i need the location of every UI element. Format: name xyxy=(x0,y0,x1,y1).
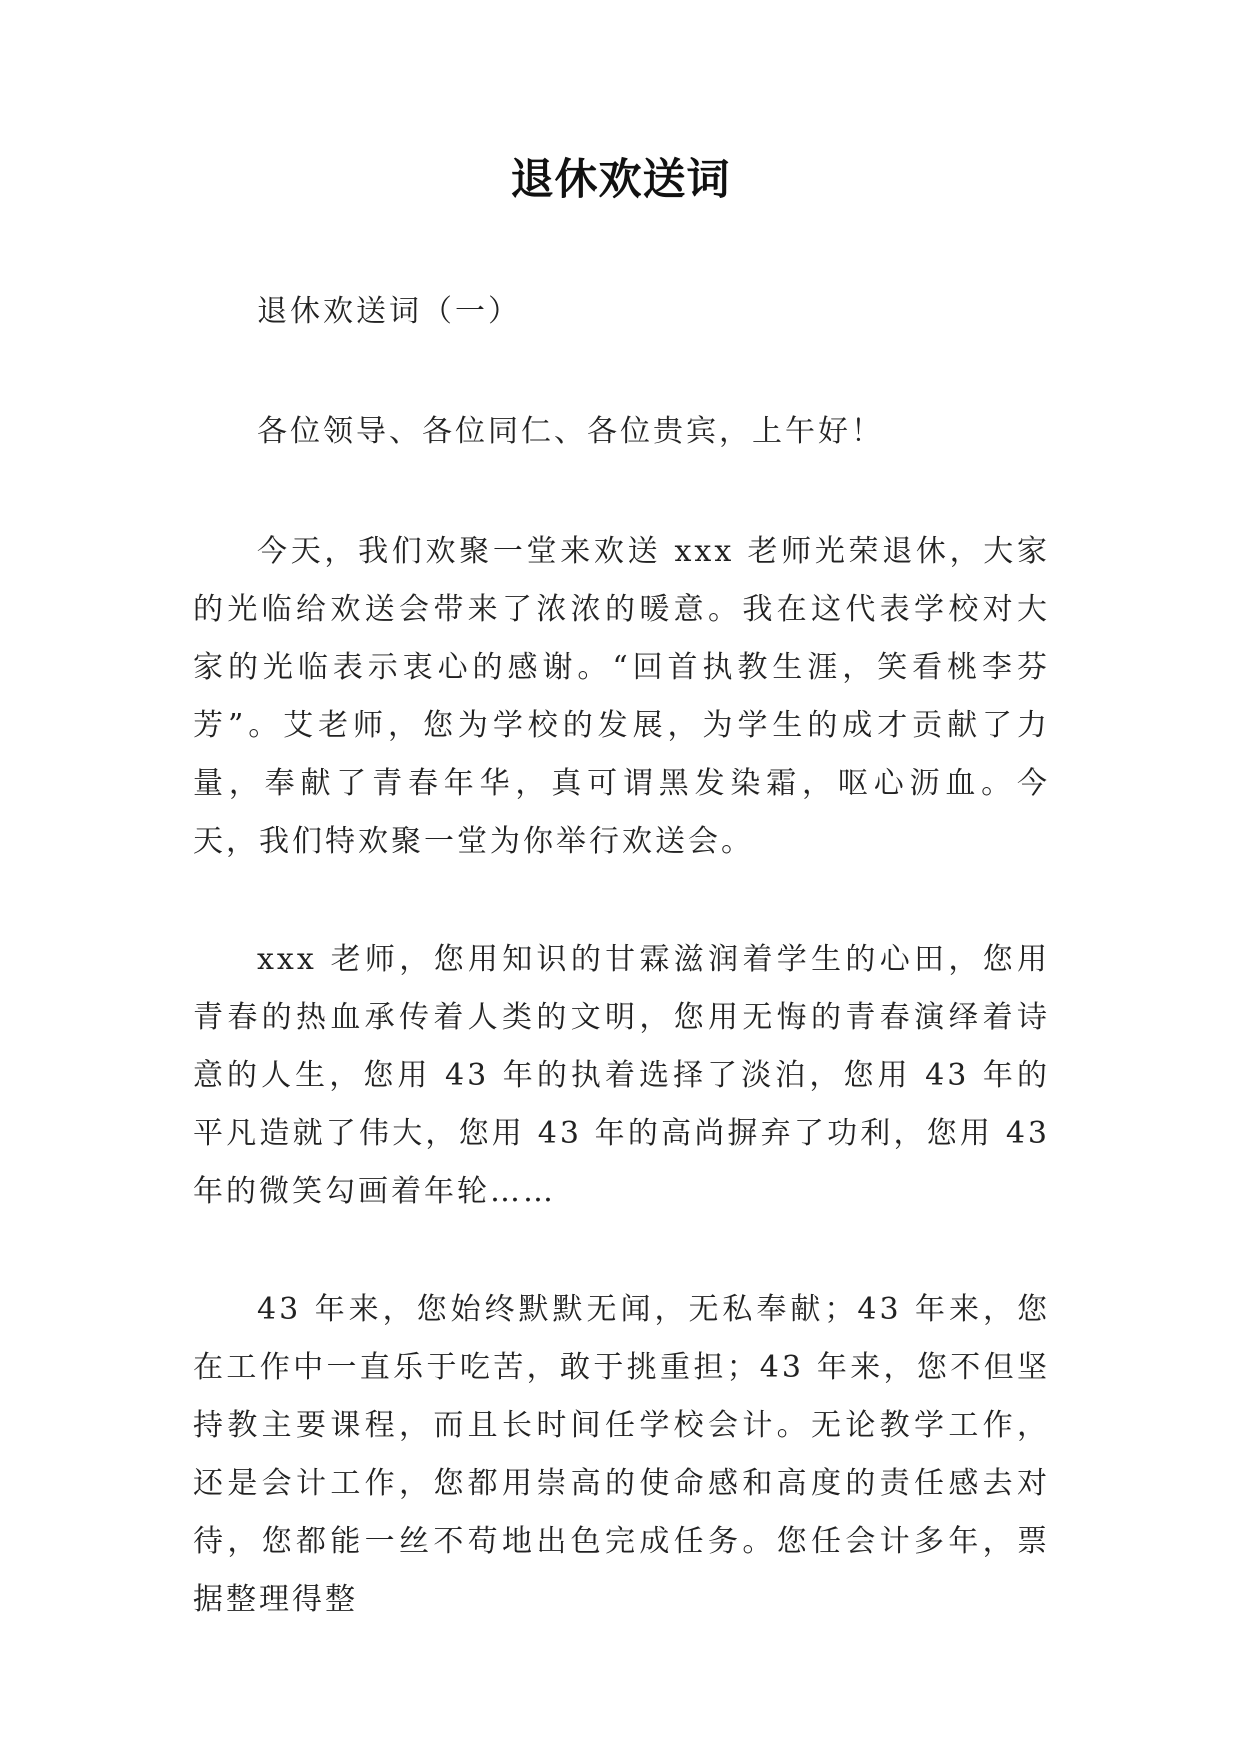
greeting-paragraph: 各位领导、各位同仁、各位贵宾，上午好！ xyxy=(257,414,884,449)
body-paragraph: xxx 老师，您用知识的甘霖滋润着学生的心田，您用青春的热血承传着人类的文明，您用无悔的青春演绎着诗意的人生，您用 43 年的执着选择了淡泊，您用 43 年的平凡造就了伟大，您用 43 年的高尚摒弃了功利，您用 43 年的微笑勾画着年轮…… xyxy=(193,942,1050,1209)
document-title: 退休欢送词 xyxy=(510,155,731,205)
section-heading: 退休欢送词（一） xyxy=(257,294,521,329)
document-body xyxy=(193,283,1050,1689)
body-paragraph: 43 年来，您始终默默无闻，无私奉献；43 年来，您在工作中一直乐于吃苦，敢于挑重担；43 年来，您不但坚持教主要课程，而且长时间任学校会计。无论教学工作，还是会计工作，您都用崇高的使命感和高度的责任感去对待，您都能一丝不苟地出色完成任务。您任会计多年，票据整理得整 xyxy=(193,1292,1050,1617)
body-paragraph: 今天，我们欢聚一堂来欢送 xxx 老师光荣退休，大家的光临给欢送会带来了浓浓的暖意。我在这代表学校对大家的光临表示衷心的感谢。“回首执教生涯，笑看桃李芬芳”。艾老师，您为学校的发展，为学生的成才贡献了力量，奉献了青春年华，真可谓黑发染霜，呕心沥血。今天，我们特欢聚一堂为你举行欢送会。 xyxy=(193,534,1050,859)
